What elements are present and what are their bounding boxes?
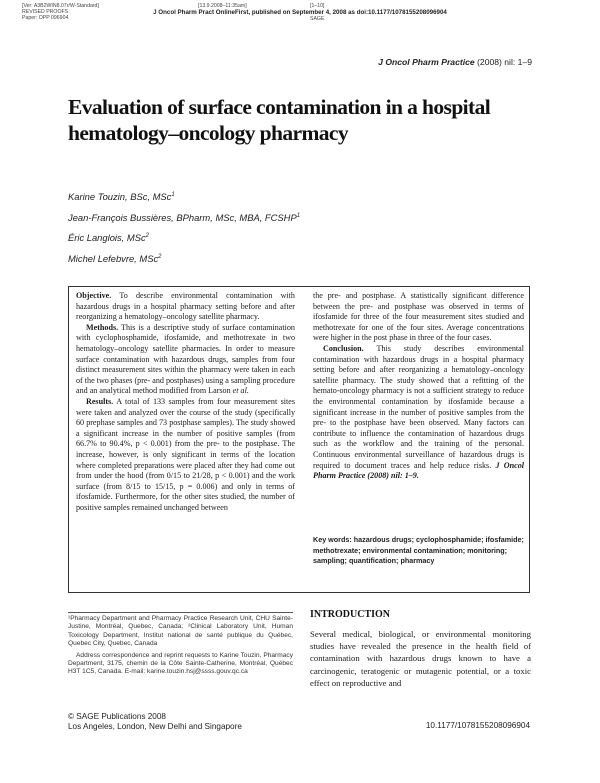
methods-text: This is a descriptive study of surface contamination with cyclophosphamide, ifosfamide, and methotrexate in two hematology–oncology satellite pharmacies. In order to measure surface contamination with hazardous drugs, samples from four distinct measurement sites within the pharmacy were taken in each of the two phases (pre- and postphases) using a sampling procedure and an analytical method modified from Larson xyxy=(76,322,295,396)
author-affiliation-mark: 2 xyxy=(158,254,162,261)
objective-text: To describe environmental contamination with hazardous drugs in a hospital pharmacy setting before and after reorganizing a hematology–oncology satellite pharmacy. xyxy=(76,291,295,322)
publisher-label: SAGE xyxy=(310,16,325,22)
author-name: Karine Touzin, BSc, MSc xyxy=(68,191,172,203)
article-title xyxy=(68,94,538,146)
abstract-results-continued: the pre- and postphase. A statistically significant difference between the pre- and postphase was observed in terms of ifosfamide for three of the four measurement sites studied and methotrexate for one of the four sites. Average concentrations were higher in the post phase in three of the four cases. xyxy=(313,291,524,343)
keywords-text: hazardous drugs; cyclophosphamide; ifosfamide; methotrexate; environmental contamination; monitoring; sampling; quantification; pharmacy xyxy=(313,535,524,565)
author-affiliation-mark: 2 xyxy=(145,233,149,240)
keywords xyxy=(313,535,524,567)
proof-status: REVISED PROOFS xyxy=(22,9,69,16)
title-line-2: hematology–oncology pharmacy xyxy=(68,121,349,145)
author-4 xyxy=(68,248,300,269)
author-name: Éric Langlois, MSc xyxy=(68,232,146,244)
footnote-rule xyxy=(68,612,293,613)
objective-label: Objective. xyxy=(76,291,112,300)
author-affiliation-mark: 1 xyxy=(171,192,175,198)
proof-paper-id: Paper: OPP 096904 xyxy=(22,15,69,22)
abstract-results xyxy=(76,397,295,514)
correspondence-text: Address correspondence and reprint requests to Karine Touzin, Pharmacy Department, 3175, chemin de la Côte Sainte-Catherine, Montréal, Québec H3T 1C5, Canada. E-mail: karine.touzin.hsj@ssss.gouv.qc.ca xyxy=(68,651,293,676)
footer-publisher xyxy=(68,712,242,732)
author-name: Michel Lefebvre, MSc xyxy=(68,253,159,265)
author-name: Jean-François Bussières, BPharm, MSc, MBA, FCSHP xyxy=(68,211,297,223)
journal-details: (2008) nil: 1–9 xyxy=(477,57,532,67)
author-2 xyxy=(68,207,300,228)
author-3 xyxy=(68,227,300,248)
abstract-objective xyxy=(76,291,295,323)
author-1 xyxy=(68,186,300,207)
conclusion-text: This study describes environmental contamination with hazardous drugs in a hospital pharmacy setting before and after reorganizing a hematology–oncology satellite pharmacy. The study showed that a refitting of the hemato-oncology pharmacy is not a sufficient strategy to reduce the environmental contamination by ifosfamide because a significant increase in the number of positive samples from the pre- to the postphase have been observed. Many factors can contribute to influence the contamination of hazardous drugs such as the workflow and the training of the personal. Continuous environmental surveillance of hazardous drugs is required to document traces and help reduce risks. xyxy=(313,343,524,470)
proof-header xyxy=(0,0,600,26)
abstract-citation: J Oncol Pharm Practice (2008) nil: 1–9. xyxy=(313,460,525,481)
author-affiliation-mark: 1 xyxy=(296,212,301,219)
affiliations-footnote: ¹Pharmacy Department and Pharmacy Practice Research Unit, CHU Sainte-Justine, Montréal, Quebec, Canada; ²Clinical Laboratory Unit, Human Toxicology Department, Institut national de santé publique du Québec, Quebec City, Quebec, Canada xyxy=(68,615,293,648)
footer-cities: Los Angeles, London, New Delhi and Singapore xyxy=(68,722,242,731)
keywords-label: Key words: xyxy=(313,535,352,544)
abstract-methods xyxy=(76,323,295,397)
proof-timestamp: [13.9.2008–11:35am] xyxy=(198,3,247,9)
journal-name: J Oncol Pharm Practice xyxy=(378,57,475,67)
footnotes xyxy=(68,615,293,677)
footer-copyright: © SAGE Publications 2008 xyxy=(68,712,166,721)
correspondence-footnote xyxy=(68,652,293,677)
abstract-right-column xyxy=(313,291,524,482)
abstract-conclusion xyxy=(313,344,524,482)
methods-label: Methods. xyxy=(86,322,119,332)
proof-page-range: [1–10] xyxy=(310,3,325,9)
proof-version: [Ver: A3B2WIN8.07r/W-Standard] xyxy=(22,3,99,9)
author-list xyxy=(68,186,300,269)
results-label: Results. xyxy=(86,396,114,406)
footer-doi: 10.1177/1078155208096904 xyxy=(425,721,530,730)
title-line-1: Evaluation of surface contamination in a hospital xyxy=(68,95,491,119)
journal-citation xyxy=(378,57,532,67)
methods-etal: et al. xyxy=(232,386,249,396)
abstract-left-column xyxy=(76,291,295,513)
conclusion-label: Conclusion. xyxy=(323,343,364,353)
online-first-line: J Oncol Pharm Pract OnlineFirst, published on September 4, 2008 as doi:10.1177/1078155208096904 xyxy=(153,8,447,16)
introduction-heading: INTRODUCTION xyxy=(310,609,391,620)
results-text: A total of 133 samples from four measurement sites were taken and analyzed over the course of the study (specifically 60 prephase samples and 73 postphase samples). The study showed a significant increase in the number of positive samples (from 66.7% to 90.4%, p < 0.001) from the pre- to the postphase. The increase, however, is only significant in terms of the location where completed preparations were placed after they had come out from under the hood (from 0/15 to 21/28, p < 0.001) and the work surface (from 8/15 to 15/15, p = 0.006) and only in terms of ifosfamide. Furthermore, for the other sites studied, the number of positive samples remained unchanged between xyxy=(76,396,295,512)
introduction-text: Several medical, biological, or environmental monitoring studies have revealed the presence in the health field of contamination with hazardous drugs known to have a carcinogenic, teratogenic or mutagenic potential, or a toxic effect on reproductive and xyxy=(310,629,531,688)
